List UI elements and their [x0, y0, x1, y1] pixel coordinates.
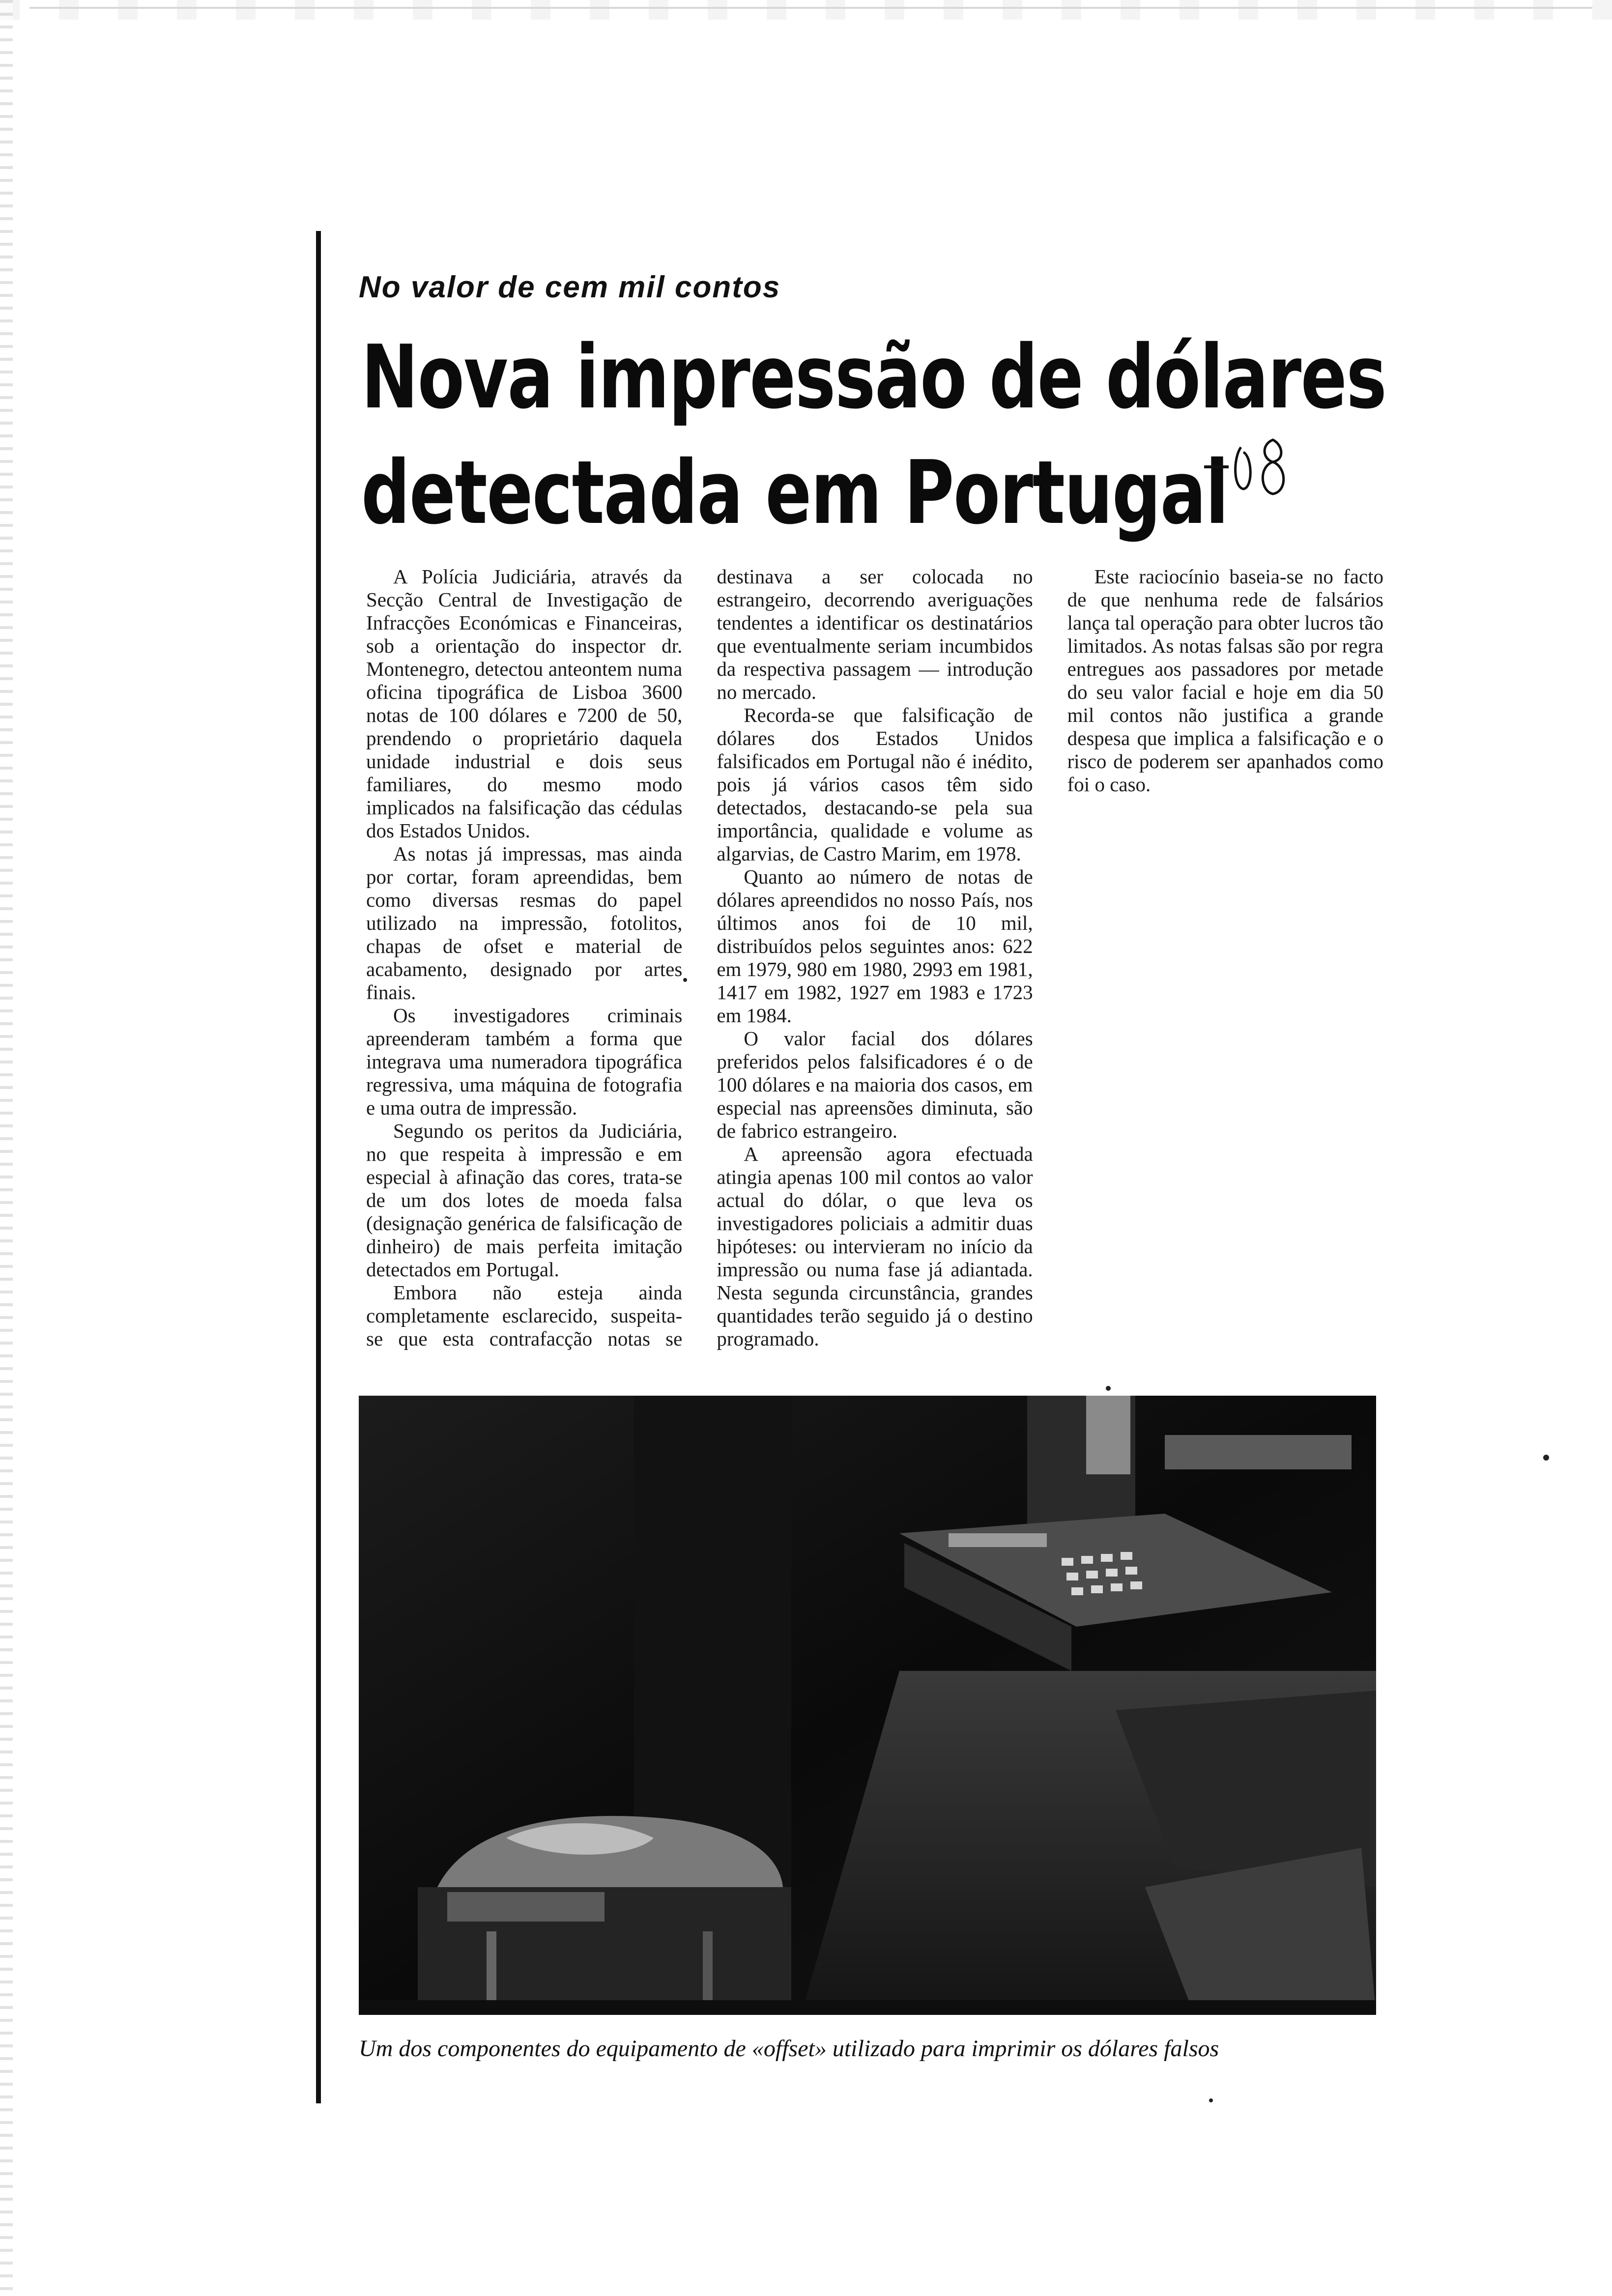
- article-paragraph: Recorda-se que falsificação de dólares dos Estados Unidos falsificados em Portugal não é inédito, pois já vários casos têm sido detectados, destacando-se pela sua importância, qualidade e volume as algarvias, de Castro Marim, em 1978.: [717, 704, 1033, 865]
- article-paragraph: A Polícia Judiciária, através da Secção Central de Investigação de Infracções Económicas e Financeiras, sob a orientação do inspector dr. Montenegro, detectou anteontem numa oficina tipográfica de Lisboa 3600 notas de 100 dólares e 7200 de 50, prendendo o proprietário daquela unidade industrial e dois seus familiares, do mesmo modo implicados na falsificação das cédulas dos Estados Unidos.: [366, 565, 683, 842]
- article-paragraph: A apreensão agora efectuada atingia apenas 100 mil contos ao valor actual do dólar, o que leva os investigadores policiais a admitir duas hipóteses: ou intervieram no início da impressão ou numa fase já adiantada. Nesta segunda circunstância, grandes quantidades terão seguido já o destino programado.: [717, 1143, 1033, 1350]
- scan-speck: [1106, 1386, 1111, 1391]
- handwritten-note-text: 08: [1194, 432, 1195, 433]
- article-paragraph: Segundo os peritos da Judiciária, no que respeita à impressão e em especial à afinação das cores, trata-se de um dos lotes de moeda falsa (designação genérica de falsificação de dinheiro) de mais perfeita imitação detectados em Portugal.: [366, 1119, 683, 1281]
- article-paragraph: Quanto ao número de notas de dólares apreendidos no nosso País, nos últimos anos foi de 10 mil, distribuídos pelos seguintes anos: 622 em 1979, 980 em 1980, 2993 em 1981, 1417 em 1982, 1927 em 1983 e 1723 em 1984.: [717, 865, 1033, 1027]
- top-rule: [29, 7, 1592, 9]
- scan-speck: [683, 978, 687, 982]
- clipping-margin-rule: [316, 231, 321, 2103]
- article-paragraph: As notas já impressas, mas ainda por cortar, foram apreendidas, bem como diversas resmas do papel utilizado na impressão, fotolitos, chapas de ofset e material de acabamento, designado por artes finais.: [366, 842, 683, 1004]
- article-paragraph: Embora não esteja ainda completamente esclarecido, suspeita-se que esta contrafacção notas se destinava a ser colocada no estrangeiro, decorrendo averiguações tendentes a identificar os destinatários que eventualmente seriam incumbidos da respectiva passagem — introdução no mercado.: [366, 565, 1033, 1350]
- scan-edge-top: [0, 0, 1612, 20]
- photo-caption: Um dos componentes do equipamento de «offset» utilizado para imprimir os dólares falsos: [359, 2036, 1219, 2062]
- headline-line-2: detectada em Portugal: [361, 442, 1228, 544]
- article-body: [366, 565, 1383, 1361]
- scan-speck: [1209, 2098, 1213, 2102]
- article-paragraph: Os investigadores criminais apreenderam também a forma que integrava uma numeradora tipográfica regressiva, uma máquina de fotografia e uma outra de impressão.: [366, 1004, 683, 1119]
- handwritten-note: [1194, 432, 1297, 501]
- scan-edge-left: [0, 0, 13, 2296]
- article-kicker: No valor de cem mil contos: [359, 270, 781, 304]
- offset-equipment-photo: [359, 1396, 1376, 2015]
- article-paragraph: Este raciocínio baseia-se no facto de que nenhuma rede de falsários lança tal operação para obter lucros tão limitados. As notas falsas são por regra entregues aos passadores por metade do seu valor facial e hoje em dia 50 mil contos não justifica a grande despesa que implica a falsificação e o risco de poderem ser apanhados como foi o caso.: [1067, 565, 1383, 796]
- scan-speck: [1543, 1455, 1549, 1461]
- headline-line-1: Nova impressão de dólares: [361, 326, 1386, 428]
- article-paragraph: O valor facial dos dólares preferidos pelos falsificadores é o de 100 dólares e na maioria dos casos, em especial nas apreensões diminuta, são de fabrico estrangeiro.: [717, 1027, 1033, 1142]
- article-headline: [361, 319, 1386, 550]
